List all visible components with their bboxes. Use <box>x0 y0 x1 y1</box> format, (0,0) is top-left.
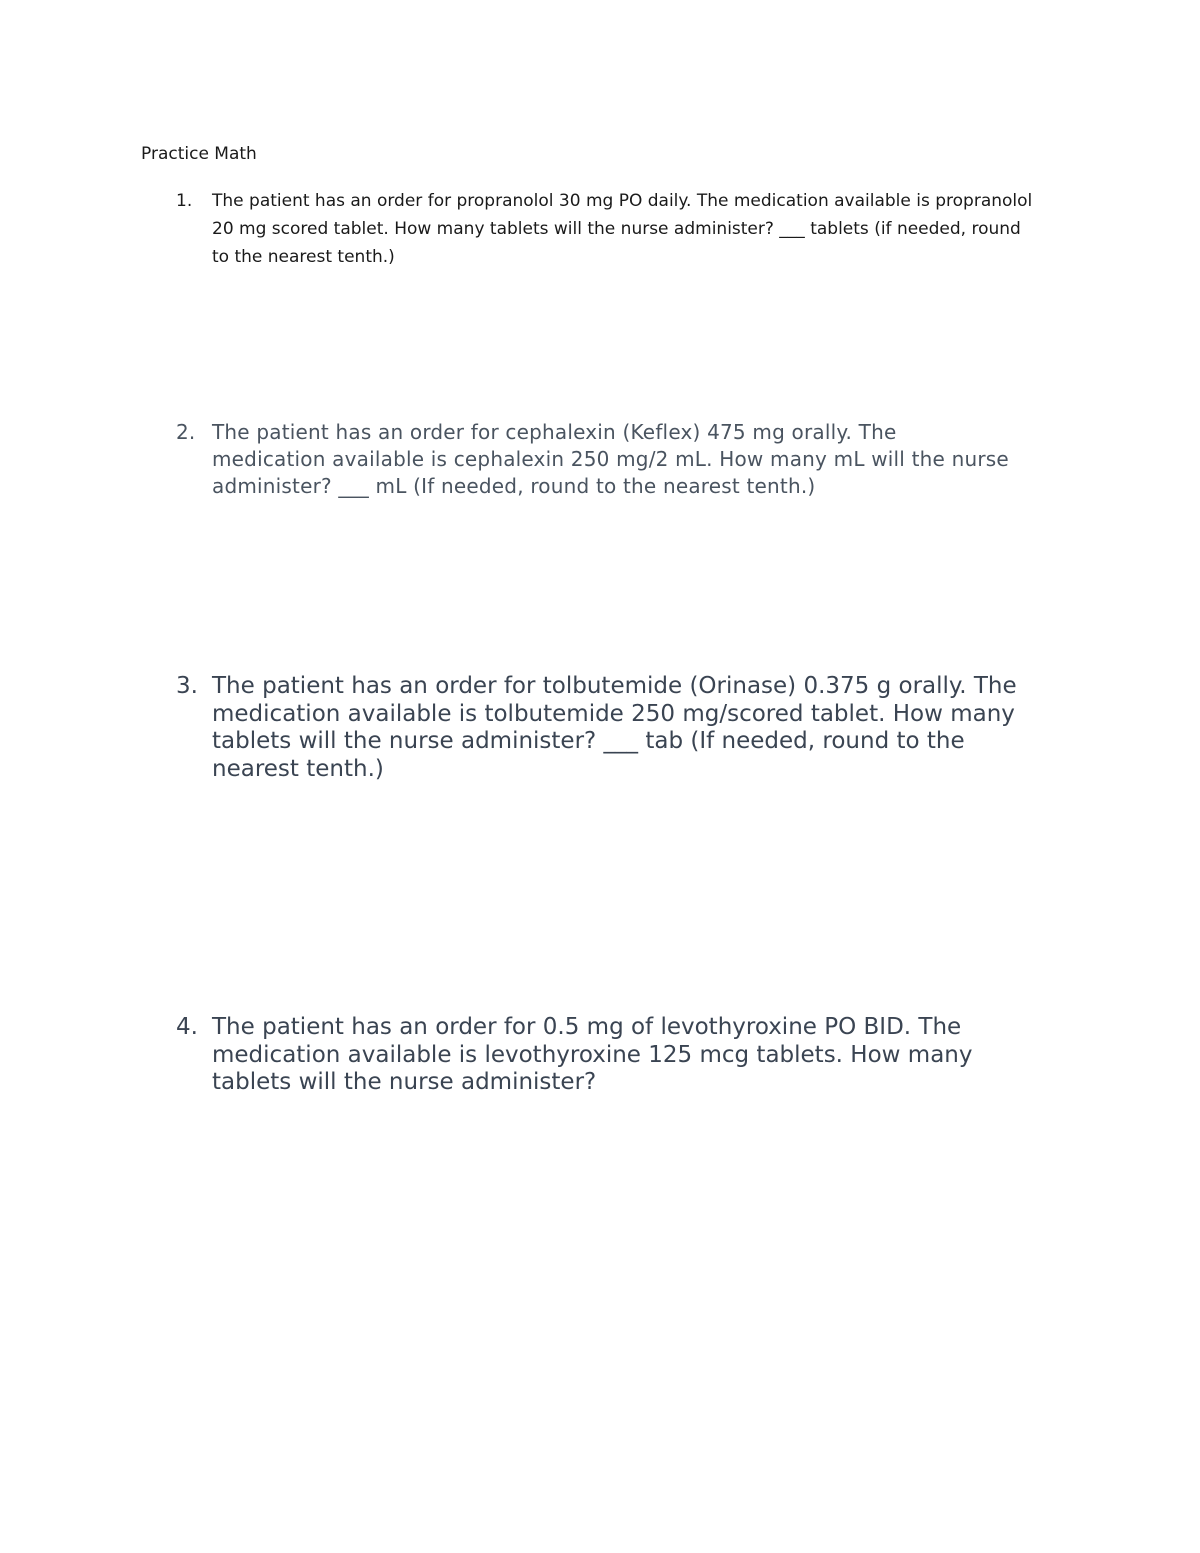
question-line: tablets will the nurse administer? ___ tab (If needed, round to the <box>212 728 965 754</box>
question-text <box>212 187 1096 271</box>
question-line: The patient has an order for 0.5 mg of levothyroxine PO BID. The <box>212 1014 962 1040</box>
question-line: The patient has an order for propranolol 30 mg PO daily. The medication available is propranolol <box>212 191 1033 211</box>
question-text <box>212 673 1096 783</box>
question-number: 4. <box>176 1014 198 1040</box>
question-line: nearest tenth.) <box>212 755 384 782</box>
question-line: medication available is cephalexin 250 mg/2 mL. How many mL will the nurse <box>212 447 1009 471</box>
question-line: The patient has an order for tolbutemide (Orinase) 0.375 g orally. The <box>212 673 1017 699</box>
question-4 <box>176 1014 1096 1097</box>
question-line: 20 mg scored tablet. How many tablets will the nurse administer? ___ tablets (if needed, round <box>212 219 1021 239</box>
question-line: administer? ___ mL (If needed, round to the nearest tenth.) <box>212 474 816 498</box>
question-text <box>212 419 1096 500</box>
question-number: 1. <box>176 191 193 211</box>
question-line: tablets will the nurse administer? <box>212 1069 597 1095</box>
question-number: 3. <box>176 673 198 699</box>
question-2 <box>176 419 1096 500</box>
document-title: Practice Math <box>141 144 257 164</box>
question-line: to the nearest tenth.) <box>212 247 395 267</box>
question-3 <box>176 673 1096 783</box>
question-text <box>212 1014 1096 1097</box>
question-line: medication available is levothyroxine 125 mcg tablets. How many <box>212 1041 973 1068</box>
question-line: medication available is tolbutemide 250 mg/scored tablet. How many <box>212 700 1015 727</box>
question-line: The patient has an order for cephalexin (Keflex) 475 mg orally. The <box>212 420 897 444</box>
question-number: 2. <box>176 420 196 444</box>
question-1 <box>176 187 1096 271</box>
